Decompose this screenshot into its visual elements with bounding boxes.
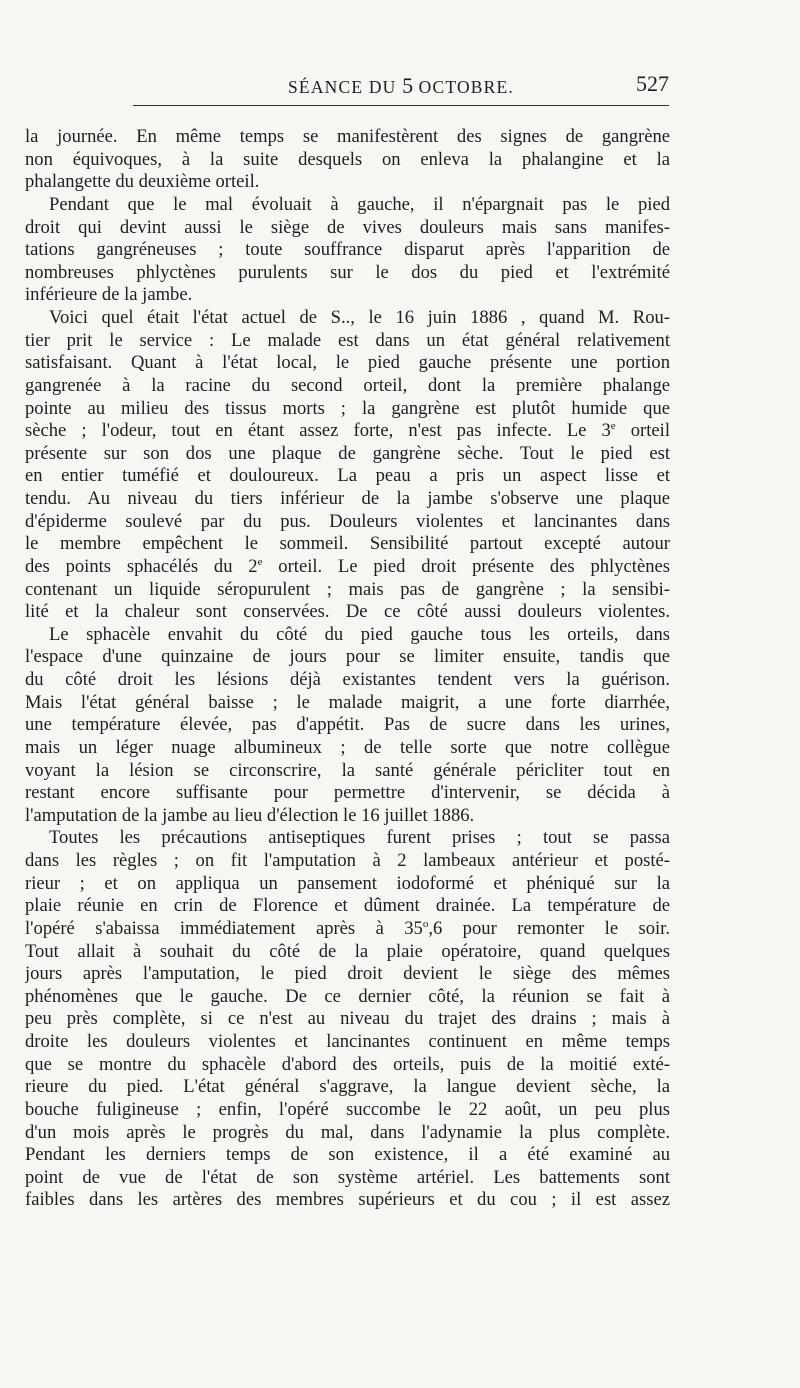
text-line: pointe au milieu des tissus morts ; la gangrène est plutôt humide que	[25, 397, 670, 419]
running-title-date: 5	[402, 73, 414, 98]
text-line	[25, 420, 670, 443]
text-line: Le sphacèle envahit du côté du pied gauche tous les orteils, dans	[49, 623, 670, 645]
running-head	[133, 73, 669, 99]
text-line: tations gangréneuses ; toute souffrance disparut après l'apparition de	[25, 239, 670, 261]
superscript: e	[610, 420, 616, 433]
text-line: contenant un liquide séropurulent ; mais pas de gangrène ; la sensibi-	[25, 578, 670, 600]
text-line: que se montre du sphacèle d'abord des orteils, puis de la moitié exté-	[25, 1053, 670, 1075]
text-line: présente sur son dos une plaque de gangrène sèche. Tout le pied est	[25, 442, 670, 464]
text-line: restant encore suffisante pour permettre d'intervenir, se décida à	[25, 782, 670, 804]
text-line: l'amputation de la jambe au lieu d'élection le 16 juillet 1886.	[25, 804, 475, 826]
text-line: la journée. En même temps se manifestèrent des signes de gangrène	[25, 126, 670, 147]
text-line: en entier tuméfié et douloureux. La peau a pris un aspect lisse et	[25, 465, 670, 487]
text-line: Pendant les derniers temps de son existence, il a été examiné au	[25, 1144, 670, 1166]
text-line: tier prit le service : Le malade est dans un état général relativement	[25, 329, 670, 351]
text-line	[25, 918, 670, 941]
text-line: dans les règles ; on fit l'amputation à 2 lambeaux antérieur et posté-	[25, 850, 670, 871]
text-line: l'espace d'une quinzaine de jours pour se limiter ensuite, tandis que	[25, 646, 670, 668]
text-line: droite les douleurs violentes et lancinantes continuent en même temps	[25, 1031, 670, 1052]
text-line: point de vue de l'état de son système artériel. Les battements sont	[25, 1166, 670, 1188]
text-line: le membre empêchent le sommeil. Sensibilité partout excepté autour	[25, 533, 670, 555]
text-line: d'épiderme soulevé par du pus. Douleurs violentes et lancinantes dans	[25, 510, 670, 532]
text-line: faibles dans les artères des membres supérieurs et du cou ; il est assez	[25, 1189, 670, 1211]
text-line: bouche fuligineuse ; enfin, l'opéré succombe le 22 août, un peu plus	[25, 1098, 670, 1120]
text-line: gangrenée à la racine du second orteil, dont la première phalange	[25, 374, 670, 396]
text-line: phalangette du deuxième orteil.	[25, 171, 260, 193]
text-line: non équivoques, à la suite desquels on enleva la phalangine et la	[25, 148, 670, 170]
text-line: phénomènes que le gauche. De ce dernier côté, la réunion se fait à	[25, 985, 670, 1007]
running-title	[133, 73, 669, 99]
text-line	[25, 556, 670, 579]
text-line: peu près complète, si ce n'est au niveau du trajet des drains ; mais à	[25, 1008, 670, 1030]
text-line: plaie réunie en crin de Florence et dûment drainée. La température de	[25, 895, 670, 917]
body-text	[25, 126, 670, 1212]
text-line: jours après l'amputation, le pied droit devient le siège des mêmes	[25, 963, 670, 985]
running-title-part: SÉANCE DU	[288, 77, 403, 97]
text-line: d'un mois après le progrès du mal, dans l'adynamie la plus complète.	[25, 1121, 670, 1143]
superscript: e	[257, 555, 263, 568]
text-line: Tout allait à souhait du côté de la plaie opératoire, quand quelques	[25, 940, 670, 962]
text-line: Toutes les précautions antiseptiques furent prises ; tout se passa	[49, 827, 670, 849]
text-line: du côté droit les lésions déjà existantes tendent vers la guérison.	[25, 669, 670, 690]
text-line: voyant la lésion se circonscrire, la santé générale péricliter tout en	[25, 759, 670, 781]
text-line: mais un léger nuage albumineux ; de telle sorte que notre collègue	[25, 736, 670, 758]
text-line: droit qui devint aussi le siège de vives douleurs mais sans manifes-	[25, 216, 670, 238]
text-line: inférieure de la jambe.	[25, 284, 193, 306]
header-rule	[133, 105, 669, 106]
text-segment: ,6 pour remonter le soir.	[428, 917, 670, 939]
text-segment: l'opéré s'abaissa immédiatement après à 35	[25, 917, 423, 939]
text-segment: orteil	[615, 420, 670, 442]
page-number: 527	[636, 71, 669, 96]
text-line: rieur ; et on appliqua un pansement iodoformé et phéniqué sur la	[25, 872, 670, 894]
text-line: lité et la chaleur sont conservées. De ce côté aussi douleurs violentes.	[25, 601, 670, 623]
text-segment: sèche ; l'odeur, tout en étant assez forte, n'est pas infecte. Le 3	[25, 420, 611, 442]
text-line: tendu. Au niveau du tiers inférieur de la jambe s'observe une plaque	[25, 488, 670, 509]
text-line: Mais l'état général baisse ; le malade maigrit, a une forte diarrhée,	[25, 691, 670, 713]
superscript: o	[422, 917, 429, 930]
running-title-month: OCTOBRE.	[413, 77, 514, 97]
text-segment: orteil. Le pied droit présente des phlyctènes	[262, 555, 670, 577]
text-line: Pendant que le mal évoluait à gauche, il n'épargnait pas le pied	[49, 193, 670, 215]
text-line: nombreuses phlyctènes purulents sur le dos du pied et l'extrémité	[25, 261, 670, 283]
text-line: une température élevée, pas d'appétit. Pas de sucre dans les urines,	[25, 714, 670, 736]
text-line: rieure du pied. L'état général s'aggrave, la langue devient sèche, la	[25, 1076, 670, 1098]
text-line: Voici quel était l'état actuel de S.., le 16 juin 1886 , quand M. Rou-	[49, 307, 670, 328]
text-segment: des points sphacélés du 2	[25, 555, 258, 577]
text-line: satisfaisant. Quant à l'état local, le pied gauche présente une portion	[25, 352, 670, 374]
